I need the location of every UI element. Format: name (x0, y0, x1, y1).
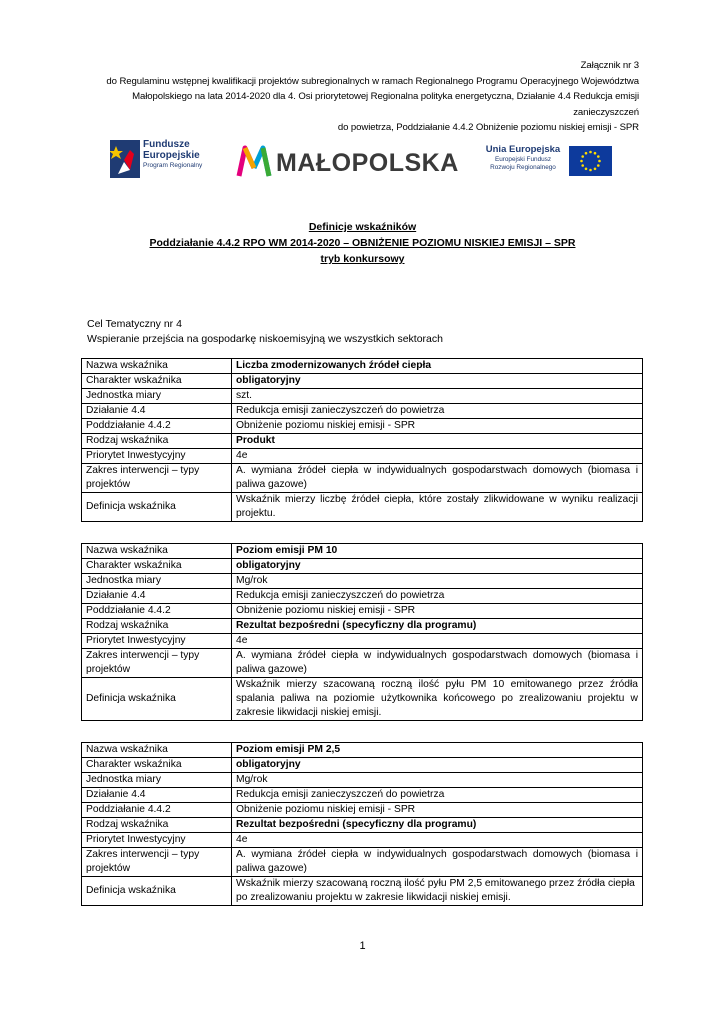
title-line3: tryb konkursowy (320, 253, 405, 265)
thematic-goal (87, 317, 443, 347)
row-value: Rezultat bezpośredni (specyficzny dla programu) (232, 818, 643, 833)
attachment-number: Załącznik nr 3 (580, 60, 639, 71)
row-value: A. wymiana źródeł ciepła w indywidualnych gospodarstwach domowych (biomasa i paliwa gazowe) (232, 649, 643, 678)
row-value: Produkt (232, 434, 643, 449)
row-label: Priorytet Inwestycyjny (82, 449, 232, 464)
malopolska-mark-icon (236, 144, 272, 178)
row-label: Poddziałanie 4.4.2 (82, 604, 232, 619)
row-label: Rodzaj wskaźnika (82, 818, 232, 833)
table-row (82, 634, 643, 649)
row-value: Mg/rok (232, 574, 643, 589)
table-row (82, 803, 643, 818)
row-label: Zakres interwencji – typy projektów (82, 848, 232, 877)
row-value: 4e (232, 833, 643, 848)
indicator-table-2 (81, 543, 643, 721)
table-row (82, 877, 643, 906)
row-value: Wskaźnik mierzy szacowaną roczną ilość pyłu PM 2,5 emitowanego przez źródła ciepła po zrealizowaniu projektu w zakresie likwidacji niskiej emisji. (232, 877, 643, 906)
table-row (82, 404, 643, 419)
page-number: 1 (359, 940, 366, 952)
table-row (82, 649, 643, 678)
table-row (82, 389, 643, 404)
table-row (82, 818, 643, 833)
unia-europejska-logo (482, 142, 617, 182)
indicator-table-1 (81, 358, 643, 522)
table-row (82, 464, 643, 493)
row-label: Rodzaj wskaźnika (82, 434, 232, 449)
table-row (82, 833, 643, 848)
thematic-goal-desc: Wspieranie przejścia na gospodarkę niskoemisyjną we wszystkich sektorach (87, 333, 443, 345)
ue-logo-line1: Europejski Fundusz (494, 156, 552, 163)
row-label: Działanie 4.4 (82, 404, 232, 419)
row-value: Obniżenie poziomu niskiej emisji - SPR (232, 604, 643, 619)
row-value: A. wymiana źródeł ciepła w indywidualnych gospodarstwach domowych (biomasa i paliwa gazowe) (232, 464, 643, 493)
eu-flag-icon (569, 146, 612, 176)
row-value: 4e (232, 634, 643, 649)
fe-logo-line2: Europejskie (143, 149, 200, 161)
row-label: Nazwa wskaźnika (82, 743, 232, 758)
table-row (82, 758, 643, 773)
row-label: Poddziałanie 4.4.2 (82, 419, 232, 434)
row-label: Jednostka miary (82, 574, 232, 589)
malopolska-logo (236, 144, 459, 184)
table-row (82, 788, 643, 803)
attachment-header (79, 58, 639, 136)
row-value: szt. (232, 389, 643, 404)
row-label: Działanie 4.4 (82, 788, 232, 803)
ue-logo-text (482, 144, 564, 172)
malopolska-wordmark: MAŁOPOLSKA (276, 149, 459, 177)
ue-logo-line2: Rozwoju Regionalnego (490, 164, 556, 171)
table-row (82, 359, 643, 374)
row-label: Definicja wskaźnika (82, 678, 232, 721)
row-label: Zakres interwencji – typy projektów (82, 649, 232, 678)
title-line2: Poddziałanie 4.4.2 RPO WM 2014-2020 – OBNIŻENIE POZIOMU NISKIEJ EMISJI – SPR (149, 237, 576, 249)
row-value: Redukcja emisji zanieczyszczeń do powietrza (232, 404, 643, 419)
table-row (82, 493, 643, 522)
row-label: Jednostka miary (82, 773, 232, 788)
table-row (82, 619, 643, 634)
row-label: Charakter wskaźnika (82, 374, 232, 389)
row-label: Działanie 4.4 (82, 589, 232, 604)
table-row (82, 678, 643, 721)
fe-logo-line1: Fundusze (143, 139, 190, 150)
row-value: obligatoryjny (232, 374, 643, 389)
row-label: Nazwa wskaźnika (82, 544, 232, 559)
attachment-desc-line2: Małopolskiego na lata 2014-2020 dla 4. Osi priorytetowej Regionalna polityka energetyczna, Działanie 4.4 Redukcja emisji zanieczyszczeń (132, 91, 639, 118)
attachment-desc-line3: do powietrza, Poddziałanie 4.4.2 Obniżenie poziomu niskiej emisji - SPR (337, 122, 639, 133)
row-label: Charakter wskaźnika (82, 758, 232, 773)
row-value: Liczba zmodernizowanych źródeł ciepła (232, 359, 643, 374)
table-row (82, 589, 643, 604)
table-row (82, 773, 643, 788)
row-label: Nazwa wskaźnika (82, 359, 232, 374)
row-label: Zakres interwencji – typy projektów (82, 464, 232, 493)
row-label: Definicja wskaźnika (82, 877, 232, 906)
row-label: Priorytet Inwestycyjny (82, 833, 232, 848)
table-row (82, 449, 643, 464)
row-value: obligatoryjny (232, 758, 643, 773)
ue-logo-title: Unia Europejska (485, 144, 561, 155)
row-value: Wskaźnik mierzy szacowaną roczną ilość pyłu PM 10 emitowanego przez źródła spalania paliwa na poziomie użytkownika końcowego po zrealizowaniu projektu w zakresie likwidacji niskiej emisji. (232, 678, 643, 721)
row-value: Rezultat bezpośredni (specyficzny dla programu) (232, 619, 643, 634)
indicator-table-3 (81, 742, 643, 906)
fundusze-europejskie-logo (110, 140, 220, 184)
attachment-desc-line1: do Regulaminu wstępnej kwalifikacji projektów subregionalnych w ramach Regionalnego Programu Operacyjnego Województwa (106, 75, 639, 87)
title-line1: Definicje wskaźników (308, 221, 417, 233)
fe-logo-line3: Program Regionalny (143, 162, 203, 169)
row-value: Poziom emisji PM 10 (232, 544, 643, 559)
table-row (82, 848, 643, 877)
row-value: 4e (232, 449, 643, 464)
row-label: Charakter wskaźnika (82, 559, 232, 574)
table-row (82, 434, 643, 449)
logo-bar (0, 132, 725, 192)
table-row (82, 419, 643, 434)
fe-stars-icon (110, 140, 140, 178)
table-row (82, 559, 643, 574)
row-label: Poddziałanie 4.4.2 (82, 803, 232, 818)
row-label: Rodzaj wskaźnika (82, 619, 232, 634)
row-value: A. wymiana źródeł ciepła w indywidualnych gospodarstwach domowych (biomasa i paliwa gazowe) (232, 848, 643, 877)
document-title (0, 219, 725, 267)
table-row (82, 374, 643, 389)
row-value: Redukcja emisji zanieczyszczeń do powietrza (232, 589, 643, 604)
table-row (82, 604, 643, 619)
row-value: Obniżenie poziomu niskiej emisji - SPR (232, 419, 643, 434)
row-label: Definicja wskaźnika (82, 493, 232, 522)
fe-logo-text (143, 140, 202, 172)
row-value: Redukcja emisji zanieczyszczeń do powietrza (232, 788, 643, 803)
row-value: Obniżenie poziomu niskiej emisji - SPR (232, 803, 643, 818)
row-value: Mg/rok (232, 773, 643, 788)
thematic-goal-number: Cel Tematyczny nr 4 (87, 318, 182, 330)
row-label: Priorytet Inwestycyjny (82, 634, 232, 649)
row-label: Jednostka miary (82, 389, 232, 404)
row-value: Wskaźnik mierzy liczbę źródeł ciepła, które zostały zlikwidowane w wyniku realizacji projektu. (232, 493, 643, 522)
table-row (82, 743, 643, 758)
row-value: obligatoryjny (232, 559, 643, 574)
table-row (82, 544, 643, 559)
table-row (82, 574, 643, 589)
row-value: Poziom emisji PM 2,5 (232, 743, 643, 758)
